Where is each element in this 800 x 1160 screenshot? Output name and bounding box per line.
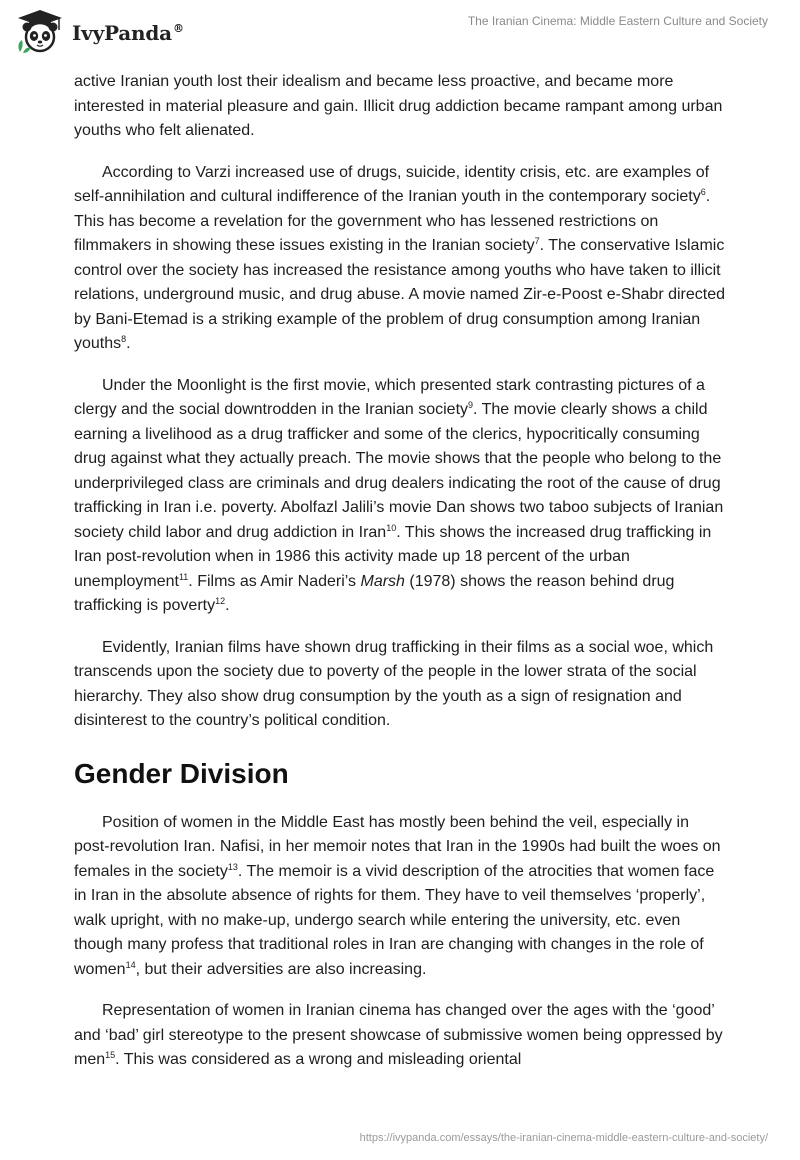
brand-logo[interactable] xyxy=(14,8,184,54)
running-title: The Iranian Cinema: Middle Eastern Culture and Society xyxy=(467,14,768,28)
registered-mark: ® xyxy=(172,22,184,36)
footnote-ref[interactable]: 11 xyxy=(178,571,189,582)
footnote-ref[interactable]: 12 xyxy=(215,596,226,606)
footnote-ref[interactable]: 14 xyxy=(125,959,136,970)
paragraph-3: Under the Moonlight is the first movie, which presented stark contrasting pictures of a clergy and the social downtrodden in the Iranian society$^9$. The movie clearly shows a child earning a livelihood as a drug trafficker and some of the clerics, hypocritically consuming drug against what they actually preach. The movie shows that the people who belong to the underprivileged class are criminals and drug dealers indicating the root of the cause of drug trafficking in Iran i.e. poverty. Abolfazl Jalili’s movie Dan shows two taboo subjects of Iranian society child labor and drug addiction in Iran$^{10}$. This shows the increased drug trafficking in Iran post-revolution when in 1986 this activity made up 18 percent of the urban unemployment$^{11}$. Films as Amir Naderi’s Marsh (1978) shows the reason behind drug trafficking is poverty$^{12}$. xyxy=(74,376,724,614)
footnote-ref[interactable]: 8 xyxy=(121,334,127,344)
panda-graduate-icon xyxy=(14,8,66,54)
footnote-ref[interactable]: 9 xyxy=(468,400,474,410)
brand-name: IvyPanda® xyxy=(72,21,184,45)
footnote-ref[interactable]: 7 xyxy=(534,236,540,246)
essay-content xyxy=(74,70,726,1090)
footnote-ref[interactable]: 10 xyxy=(386,522,397,533)
footnote-ref[interactable]: 13 xyxy=(227,861,238,872)
paragraph-4: Evidently, Iranian films have shown drug trafficking in their films as a social woe, which transcends upon the society due to poverty of the people in the lower strata of the social hierarchy. They also show drug consumption by the youth as a sign of resignation and disinterest to the country’s political condition. xyxy=(74,638,714,729)
source-url[interactable]: https://ivypanda.com/essays/the-iranian-cinema-middle-eastern-culture-and-society/ xyxy=(359,1132,768,1144)
paragraph-5: Position of women in the Middle East has mostly been behind the veil, especially in post-revolution Iran. Nafisi, in her memoir notes that Iran in the 1990s had built the woes on females in the society$^{13}$. The memoir is a vivid description of the atrocities that women face in Iran in the absolute absence of rights for them. They have to veil themselves ‘properly’, walk upright, with no make-up, undergo search while entering the university, etc. even though many profess that traditional roles in Iran are changing with changes in the role of women$^{14}$, but their adversities are also increasing. xyxy=(74,813,721,978)
paragraph-2: According to Varzi increased use of drugs, suicide, identity crisis, etc. are examples of self-annihilation and cultural indifference of the Iranian youth in the contemporary society$^6$. This has become a revelation for the government who has lessened restrictions on filmmakers in showing these issues existing in the Iranian society$^7$. The conservative Islamic control over the society has increased the resistance among youths who have taken to illicit relations, underground music, and drug abuse. A movie named Zir-e-Poost e-Shabr directed by Bani-Etemad is a striking example of the problem of drug consumption among Iranian youths$^8$. xyxy=(74,163,726,352)
section-heading: Gender Division xyxy=(74,757,289,789)
footnote-ref[interactable]: 6 xyxy=(700,187,706,197)
page-header xyxy=(0,0,800,62)
footnote-ref[interactable]: 15 xyxy=(105,1050,116,1060)
film-title: Marsh xyxy=(360,572,405,590)
paragraph-1: active Iranian youth lost their idealism and became less proactive, and became more interested in material pleasure and gain. Illicit drug addiction became rampant among urban youths who felt alienated. xyxy=(74,73,723,139)
paragraph-6: Representation of women in Iranian cinema has changed over the ages with the ‘good’ and ‘bad’ girl stereotype to the present showcase of submissive women being oppressed by men$^{15}$. This was considered as a wrong and misleading oriental xyxy=(74,1002,723,1068)
